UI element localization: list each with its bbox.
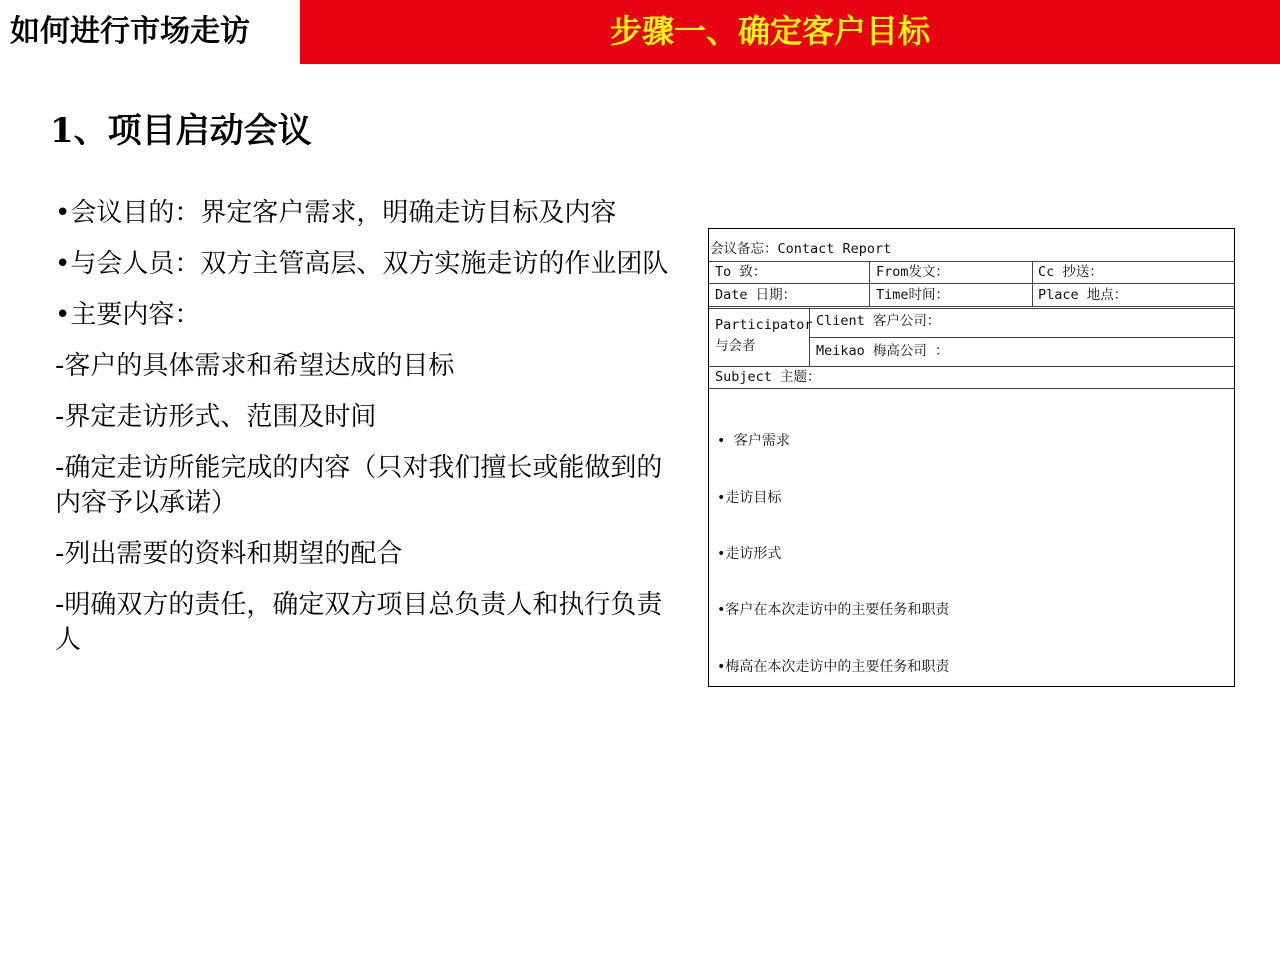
contact-report-form [708,228,1235,687]
step-banner [300,0,1280,64]
form-divider [709,306,1234,307]
bullet-list [55,196,680,674]
form-divider [709,388,1234,389]
form-to-label: To 致： [715,264,767,280]
bullet-client-needs: -客户的具体需求和希望达成的目标 [55,351,455,381]
form-time-label: Time时间： [876,287,950,303]
form-divider [709,308,1234,309]
step-title: 步骤一、确定客户目标 [609,12,930,50]
form-client-label: Client 客户公司： [816,313,941,329]
form-participator-label-cn: 与会者 [715,338,756,354]
bullet-main-content: •主要内容： [55,300,201,330]
section-title: 1、项目启动会议 [50,111,312,151]
bullet-responsibilities: -明确双方的责任，确定双方项目总负责人和执行负责人 [55,590,663,655]
form-subject-label: Subject 主题： [715,369,821,385]
form-topic-client-duties: •客户在本次走访中的主要任务和职责 [717,602,950,618]
form-meikao-label: Meikao 梅高公司 ： [816,343,949,359]
form-divider [809,337,1234,338]
form-topic-meikao-duties: •梅高在本次走访中的主要任务和职责 [717,659,950,675]
form-place-label: Place 地点： [1038,287,1128,303]
form-topic-visit-format: •走访形式 [717,546,782,562]
bullet-meeting-purpose: •会议目的：界定客户需求，明确走访目标及内容 [55,198,617,228]
form-topic-visit-goals: •走访目标 [717,490,782,506]
form-date-label: Date 日期： [715,287,797,303]
form-divider [869,261,870,306]
deck-title: 如何进行市场走访 [10,14,250,49]
bullet-attendees: •与会人员：双方主管高层、双方实施走访的作业团队 [55,249,669,279]
form-heading: 会议备忘：Contact Report [710,241,892,257]
form-divider [709,366,1234,367]
form-topic-client-needs: • 客户需求 [717,433,790,449]
form-cc-label: Cc 抄送： [1038,264,1103,280]
form-divider [709,261,1234,262]
form-from-label: From发文： [876,264,950,280]
form-divider [1032,261,1033,306]
form-divider [709,283,1234,284]
bullet-visit-format: -界定走访形式、范围及时间 [55,402,377,432]
bullet-materials: -列出需要的资料和期望的配合 [55,539,403,569]
form-participator-label: Participator [715,317,813,333]
bullet-deliverables: -确定走访所能完成的内容（只对我们擅长或能做到的内容予以承诺） [55,453,663,518]
